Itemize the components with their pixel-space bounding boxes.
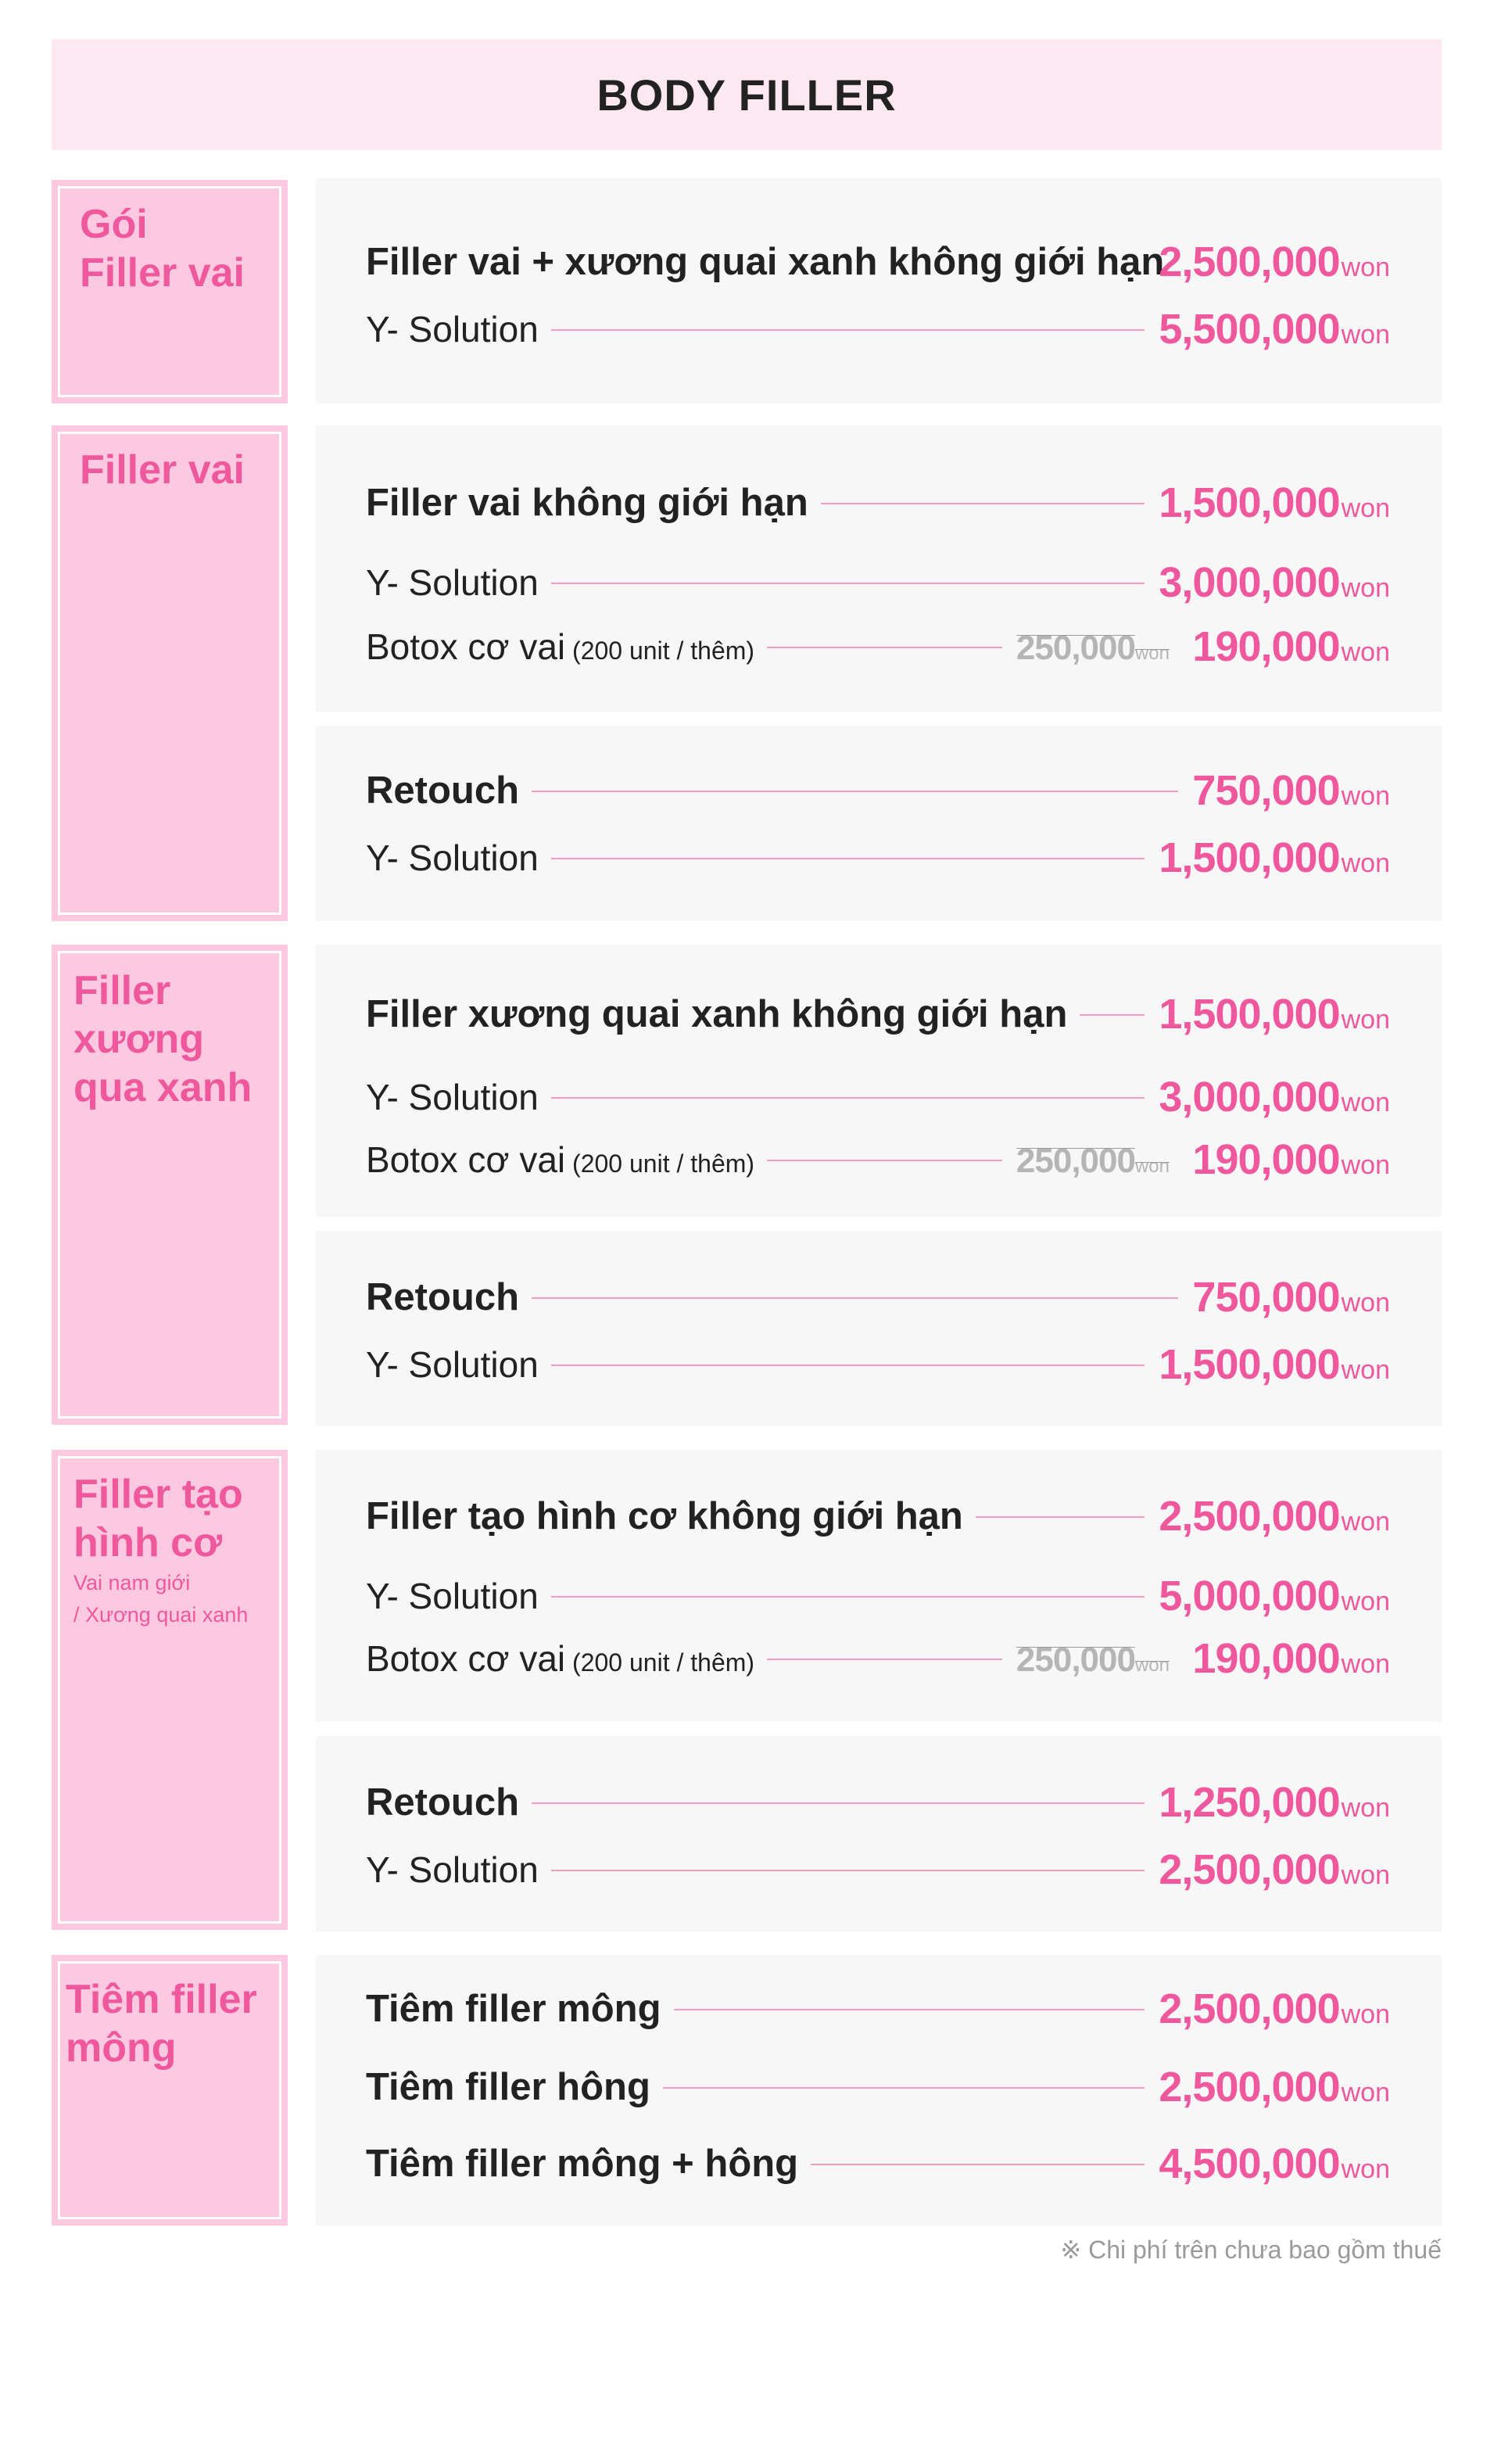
price-unit: won <box>1341 573 1390 603</box>
section-label-box <box>52 425 288 921</box>
leader-line <box>767 1160 1002 1161</box>
section-label <box>73 967 252 1112</box>
leader-line <box>821 503 1145 504</box>
leader-line <box>532 1297 1178 1299</box>
price-amount: 2,500,000 <box>1159 1846 1340 1893</box>
price-unit: won <box>1341 1793 1390 1823</box>
service-name <box>366 1569 539 1623</box>
service-name-text: Tiêm filler hông <box>366 2066 650 2108</box>
price-amount: 5,500,000 <box>1159 306 1340 353</box>
price-amount: 1,250,000 <box>1159 1779 1340 1826</box>
service-name-text: Filler vai + xương quai xanh không giới hạn <box>366 241 1165 283</box>
service-price <box>1159 1842 1390 1897</box>
price-row <box>316 1842 1442 1897</box>
service-name <box>366 1982 661 2036</box>
service-name-text: Tiêm filler mông <box>366 1988 661 2030</box>
original-price-amount: 250,000 <box>1016 1142 1135 1180</box>
price-unit: won <box>1341 1005 1390 1035</box>
leader-line <box>532 791 1178 792</box>
price-amount: 2,500,000 <box>1159 239 1340 285</box>
price-row <box>316 619 1442 674</box>
price-card <box>316 726 1442 921</box>
leader-line <box>532 1802 1145 1804</box>
section-label-line: mông <box>66 2025 177 2071</box>
price-row <box>316 1337 1442 1392</box>
price-row <box>316 1569 1442 1623</box>
price-unit: won <box>1341 1860 1390 1890</box>
service-name <box>366 619 754 674</box>
leader-line <box>551 1097 1145 1099</box>
service-price <box>1192 763 1390 818</box>
service-note: (200 unit / thêm) <box>565 1150 755 1178</box>
service-name-text: Filler vai không giới hạn <box>366 482 808 524</box>
price-unit: won <box>1341 848 1390 878</box>
price-row <box>316 763 1442 818</box>
service-name-text: Botox cơ vai <box>366 1638 566 1679</box>
service-name-text: Filler tạo hình cơ không giới hạn <box>366 1495 963 1537</box>
section-label-line: Gói <box>80 202 148 247</box>
price-amount: 1,500,000 <box>1159 1341 1340 1388</box>
service-name-text: Retouch <box>366 1781 519 1824</box>
service-price <box>1159 987 1390 1042</box>
price-unit: won <box>1341 1355 1390 1385</box>
price-row <box>316 1132 1442 1187</box>
section-label-line: qua xanh <box>73 1065 253 1110</box>
service-name <box>366 1132 754 1187</box>
service-name <box>366 1775 519 1830</box>
section-label-box <box>52 1450 288 1930</box>
price-row <box>316 235 1442 289</box>
price-row <box>316 830 1442 885</box>
service-price <box>1159 302 1390 357</box>
service-name <box>366 1270 519 1325</box>
price-unit: won <box>1341 1088 1390 1117</box>
original-price-amount: 250,000 <box>1016 629 1135 667</box>
service-price <box>1192 1270 1390 1325</box>
section-label <box>66 1975 257 2072</box>
leader-line <box>551 583 1145 584</box>
price-amount: 750,000 <box>1192 767 1340 814</box>
service-name <box>366 2136 798 2191</box>
price-amount: 750,000 <box>1192 1274 1340 1321</box>
service-price <box>1159 1489 1390 1544</box>
service-name <box>366 302 539 357</box>
service-price <box>1159 1775 1390 1830</box>
price-unit: won <box>1341 1649 1390 1679</box>
service-name <box>366 475 808 530</box>
original-price <box>1016 1132 1170 1187</box>
price-unit: won <box>1341 2078 1390 2107</box>
price-amount: 3,000,000 <box>1159 559 1340 606</box>
price-amount: 1,500,000 <box>1159 991 1340 1038</box>
service-price <box>1159 2060 1390 2114</box>
price-card <box>316 1231 1442 1426</box>
original-price-unit: won <box>1134 643 1170 664</box>
leader-line <box>551 1596 1145 1598</box>
price-amount: 5,000,000 <box>1159 1573 1340 1619</box>
service-price <box>1159 235 1390 289</box>
service-name <box>366 1070 539 1124</box>
price-amount: 2,500,000 <box>1159 2064 1340 2111</box>
page-title-bar <box>52 39 1442 150</box>
service-name <box>366 830 539 885</box>
service-price <box>1192 1132 1390 1187</box>
service-name <box>366 1337 539 1392</box>
original-price-amount: 250,000 <box>1016 1641 1135 1679</box>
section-label-box <box>52 945 288 1425</box>
price-amount: 2,500,000 <box>1159 1493 1340 1540</box>
price-amount: 190,000 <box>1192 1136 1340 1183</box>
service-name <box>366 1842 539 1897</box>
service-note: (200 unit / thêm) <box>565 637 755 665</box>
service-name-text: Y- Solution <box>366 1344 539 1385</box>
service-price <box>1159 1569 1390 1623</box>
service-name <box>366 987 1067 1042</box>
price-amount: 2,500,000 <box>1159 1985 1340 2032</box>
price-card <box>316 425 1442 712</box>
price-card <box>316 945 1442 1217</box>
price-row <box>316 302 1442 357</box>
service-price <box>1159 1337 1390 1392</box>
price-row <box>316 1631 1442 1686</box>
service-name-text: Y- Solution <box>366 1849 539 1890</box>
tax-footnote: ※ Chi phí trên chưa bao gồm thuế <box>1060 2236 1442 2264</box>
price-row <box>316 555 1442 610</box>
price-amount: 4,500,000 <box>1159 2140 1340 2187</box>
service-name <box>366 2060 650 2114</box>
leader-line <box>551 1870 1145 1871</box>
price-row <box>316 475 1442 530</box>
leader-line <box>767 647 1002 648</box>
price-unit: won <box>1341 637 1390 667</box>
original-price-unit: won <box>1134 1655 1170 1676</box>
section-label <box>73 1470 243 1567</box>
service-name-text: Retouch <box>366 769 519 812</box>
service-name <box>366 1489 963 1544</box>
price-row <box>316 2060 1442 2114</box>
section-label <box>80 446 245 494</box>
price-row <box>316 1270 1442 1325</box>
leader-line <box>976 1516 1145 1518</box>
price-unit: won <box>1341 2154 1390 2184</box>
service-price <box>1159 2136 1390 2191</box>
service-name <box>366 763 519 818</box>
price-row <box>316 1775 1442 1830</box>
service-name-text: Botox cơ vai <box>366 1139 566 1180</box>
service-price <box>1159 555 1390 610</box>
page-title: BODY FILLER <box>596 70 897 120</box>
service-price <box>1159 830 1390 885</box>
section-label-subtitle <box>73 1567 248 1631</box>
section-label-line: Filler <box>73 968 171 1013</box>
service-price <box>1192 1631 1390 1686</box>
section-label-box <box>52 1955 288 2225</box>
service-name-text: Botox cơ vai <box>366 626 566 667</box>
service-name <box>366 1631 754 1686</box>
price-amount: 1,500,000 <box>1159 834 1340 881</box>
service-price <box>1159 475 1390 530</box>
price-row <box>316 987 1442 1042</box>
section-label-line: Filler vai <box>80 250 245 296</box>
original-price <box>1016 1631 1170 1686</box>
price-unit: won <box>1341 1288 1390 1318</box>
section-label-box <box>52 180 288 403</box>
leader-line <box>811 2164 1145 2165</box>
leader-line <box>674 2009 1145 2010</box>
section-label <box>80 200 245 297</box>
section-label-line: hình cơ <box>73 1520 223 1566</box>
leader-line <box>551 1365 1145 1366</box>
price-unit: won <box>1341 253 1390 282</box>
section-label-line: Filler vai <box>80 447 245 493</box>
service-name <box>366 555 539 610</box>
section-label-line: Tiêm filler <box>66 1977 257 2022</box>
price-unit: won <box>1341 1507 1390 1537</box>
service-name-text: Y- Solution <box>366 1077 539 1117</box>
original-price <box>1016 619 1170 674</box>
service-price <box>1159 1070 1390 1124</box>
service-price <box>1192 619 1390 674</box>
price-unit: won <box>1341 1150 1390 1180</box>
price-row <box>316 2136 1442 2191</box>
original-price-unit: won <box>1134 1156 1170 1177</box>
leader-line <box>1080 1014 1145 1016</box>
service-name-text: Filler xương quai xanh không giới hạn <box>366 993 1068 1035</box>
service-name-text: Y- Solution <box>366 309 539 350</box>
price-unit: won <box>1341 320 1390 350</box>
price-row <box>316 1070 1442 1124</box>
section-label-subtitle-line: / Xương quai xanh <box>73 1603 249 1627</box>
price-card <box>316 1450 1442 1722</box>
service-name-text: Y- Solution <box>366 1576 539 1616</box>
price-card <box>316 1955 1442 2225</box>
price-unit: won <box>1341 781 1390 811</box>
price-row <box>316 1489 1442 1544</box>
price-unit: won <box>1341 1587 1390 1616</box>
price-card <box>316 1736 1442 1931</box>
service-name-text: Tiêm filler mông + hông <box>366 2143 799 2185</box>
price-amount: 190,000 <box>1192 1635 1340 1682</box>
leader-line <box>663 2087 1145 2089</box>
service-name <box>366 235 1164 289</box>
price-unit: won <box>1341 493 1390 523</box>
section-label-frame <box>58 432 281 915</box>
price-amount: 1,500,000 <box>1159 479 1340 526</box>
leader-line <box>551 329 1145 331</box>
price-amount: 3,000,000 <box>1159 1074 1340 1121</box>
service-name-text: Y- Solution <box>366 837 539 878</box>
leader-line <box>551 858 1145 859</box>
price-amount: 190,000 <box>1192 623 1340 670</box>
service-note: (200 unit / thêm) <box>565 1648 755 1677</box>
price-row <box>316 1982 1442 2036</box>
price-unit: won <box>1341 2000 1390 2029</box>
service-name-text: Y- Solution <box>366 562 539 603</box>
service-name-text: Retouch <box>366 1276 519 1318</box>
section-label-line: xương <box>73 1017 205 1062</box>
leader-line <box>767 1659 1002 1660</box>
section-label-line: Filler tạo <box>73 1472 243 1517</box>
price-card <box>316 178 1442 403</box>
section-label-subtitle-line: Vai nam giới <box>73 1571 191 1594</box>
service-price <box>1159 1982 1390 2036</box>
